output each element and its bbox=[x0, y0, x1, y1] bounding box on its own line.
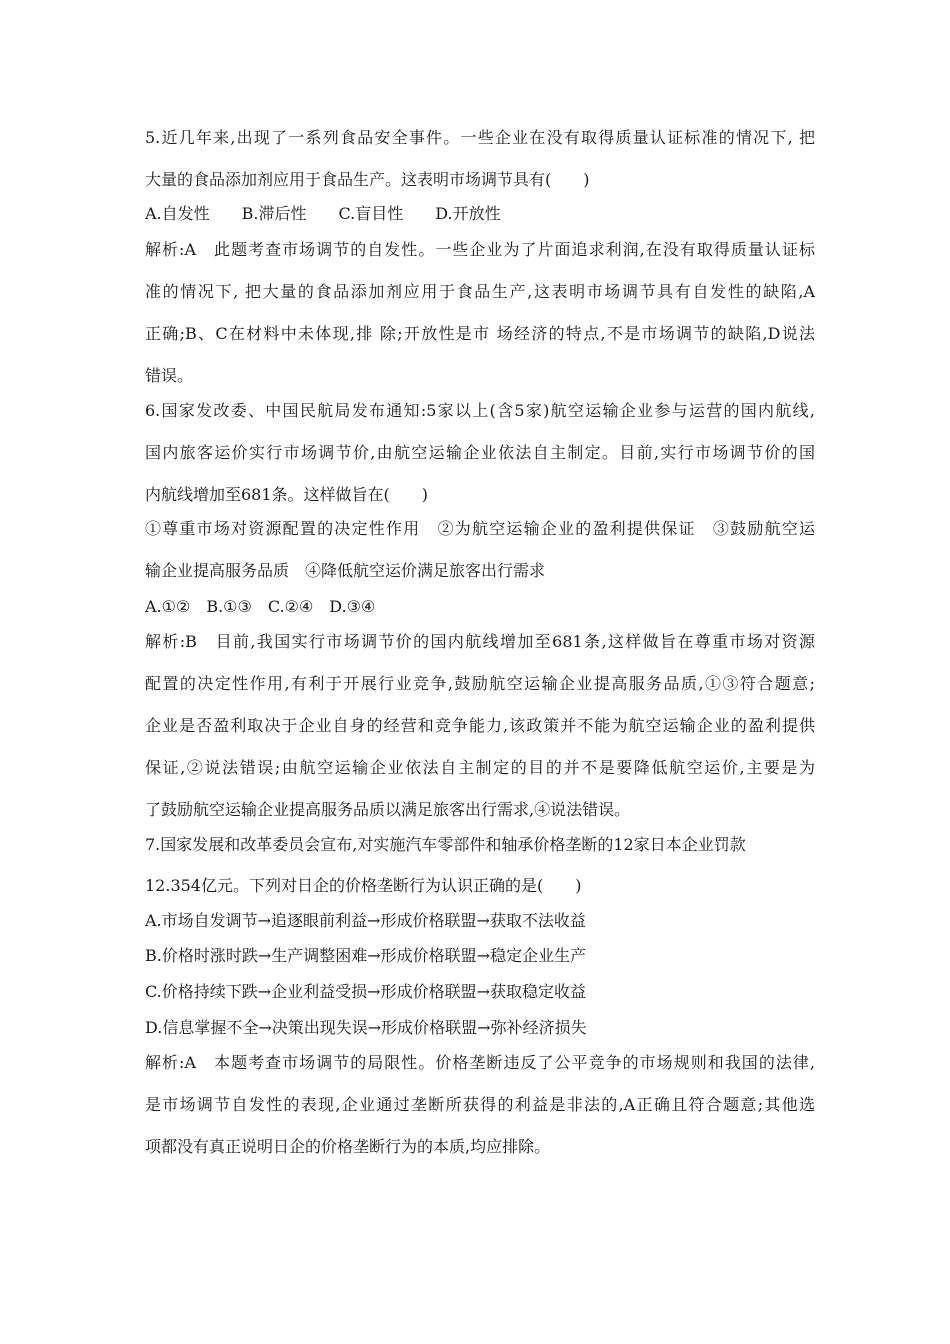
q7-option-d: D.信息掌握不全→决策出现失误→形成价格联盟→弥补经济损失 bbox=[145, 1018, 587, 1037]
q7-stem-line-2: 12.354亿元。下列对日企的价格垄断行为认识正确的是( ) bbox=[145, 876, 582, 895]
q6-stem-line-2: 国内旅客运价实行市场调节价,由航空运输企业依法自主制定。目前,实行市场调节价的国 bbox=[145, 443, 815, 462]
q6-analysis-line-1: 解析:B 目前,我国实行市场调节价的国内航线增加至681条,这样做旨在尊重市场对资源 bbox=[145, 632, 815, 651]
q5-analysis-line-3: 正确;B、C在材料中未体现,排 除;开放性是市 场经济的特点,不是市场调节的缺陷,D说法 bbox=[145, 324, 815, 343]
q7-analysis-line-2: 是市场调节自发性的表现,企业通过垄断所获得的利益是非法的,A正确且符合题意;其他选 bbox=[145, 1095, 815, 1114]
q7-option-c: C.价格持续下跌→企业利益受损→形成价格联盟→获取稳定收益 bbox=[145, 982, 586, 1001]
q6-stem-line-4: ①尊重市场对资源配置的决定性作用 ②为航空运输企业的盈利提供保证 ③鼓励航空运 bbox=[145, 519, 815, 538]
q6-stem-line-3: 内航线增加至681条。这样做旨在( ) bbox=[145, 485, 429, 504]
q6-options: A.①② B.①③ C.②④ D.③④ bbox=[145, 597, 376, 616]
q6-analysis-line-5: 了鼓励航空运输企业提高服务品质以满足旅客出行需求,④说法错误。 bbox=[145, 800, 631, 819]
q5-stem-line-2: 大量的食品添加剂应用于食品生产。这表明市场调节具有( ) bbox=[145, 170, 590, 189]
q7-option-a: A.市场自发调节→追逐眼前利益→形成价格联盟→获取不法收益 bbox=[145, 911, 586, 930]
q5-analysis-line-2: 准的情况下, 把大量的食品添加剂应用于食品生产,这表明市场调节具有自发性的缺陷,A bbox=[145, 282, 815, 301]
q6-analysis-line-2: 配置的决定性作用,有利于开展行业竞争,鼓励航空运输企业提高服务品质,①③符合题意; bbox=[145, 674, 815, 693]
q6-analysis-line-3: 企业是否盈利取决于企业自身的经营和竞争能力,该政策并不能为航空运输企业的盈利提供 bbox=[145, 716, 815, 735]
q6-stem-line-5: 输企业提高服务品质 ④降低航空运价满足旅客出行需求 bbox=[145, 561, 546, 580]
q5-options: A.自发性 B.滞后性 C.盲目性 D.开放性 bbox=[145, 204, 501, 223]
q7-stem-line-1: 7.国家发展和改革委员会宣布,对实施汽车零部件和轴承价格垄断的12家日本企业罚款 bbox=[145, 835, 746, 854]
q5-analysis-line-1: 解析:A 此题考查市场调节的自发性。一些企业为了片面追求利润,在没有取得质量认证标 bbox=[145, 240, 815, 259]
q7-analysis-line-3: 项都没有真正说明日企的价格垄断行为的本质,均应排除。 bbox=[145, 1137, 551, 1156]
q7-option-b: B.价格时涨时跌→生产调整困难→形成价格联盟→稳定企业生产 bbox=[145, 946, 587, 965]
q5-stem-line-1: 5.近几年来,出现了一系列食品安全事件。一些企业在没有取得质量认证标准的情况下, 把 bbox=[145, 128, 815, 147]
q6-stem-line-1: 6.国家发改委、中国民航局发布通知:5家以上(含5家)航空运输企业参与运营的国内航线, bbox=[145, 401, 815, 420]
q5-analysis-line-4: 错误。 bbox=[145, 366, 194, 385]
q6-analysis-line-4: 保证,②说法错误;由航空运输企业依法自主制定的目的并不是要降低航空运价,主要是为 bbox=[145, 758, 815, 777]
q7-analysis-line-1: 解析:A 本题考查市场调节的局限性。价格垄断违反了公平竞争的市场规则和我国的法律, bbox=[145, 1053, 815, 1072]
